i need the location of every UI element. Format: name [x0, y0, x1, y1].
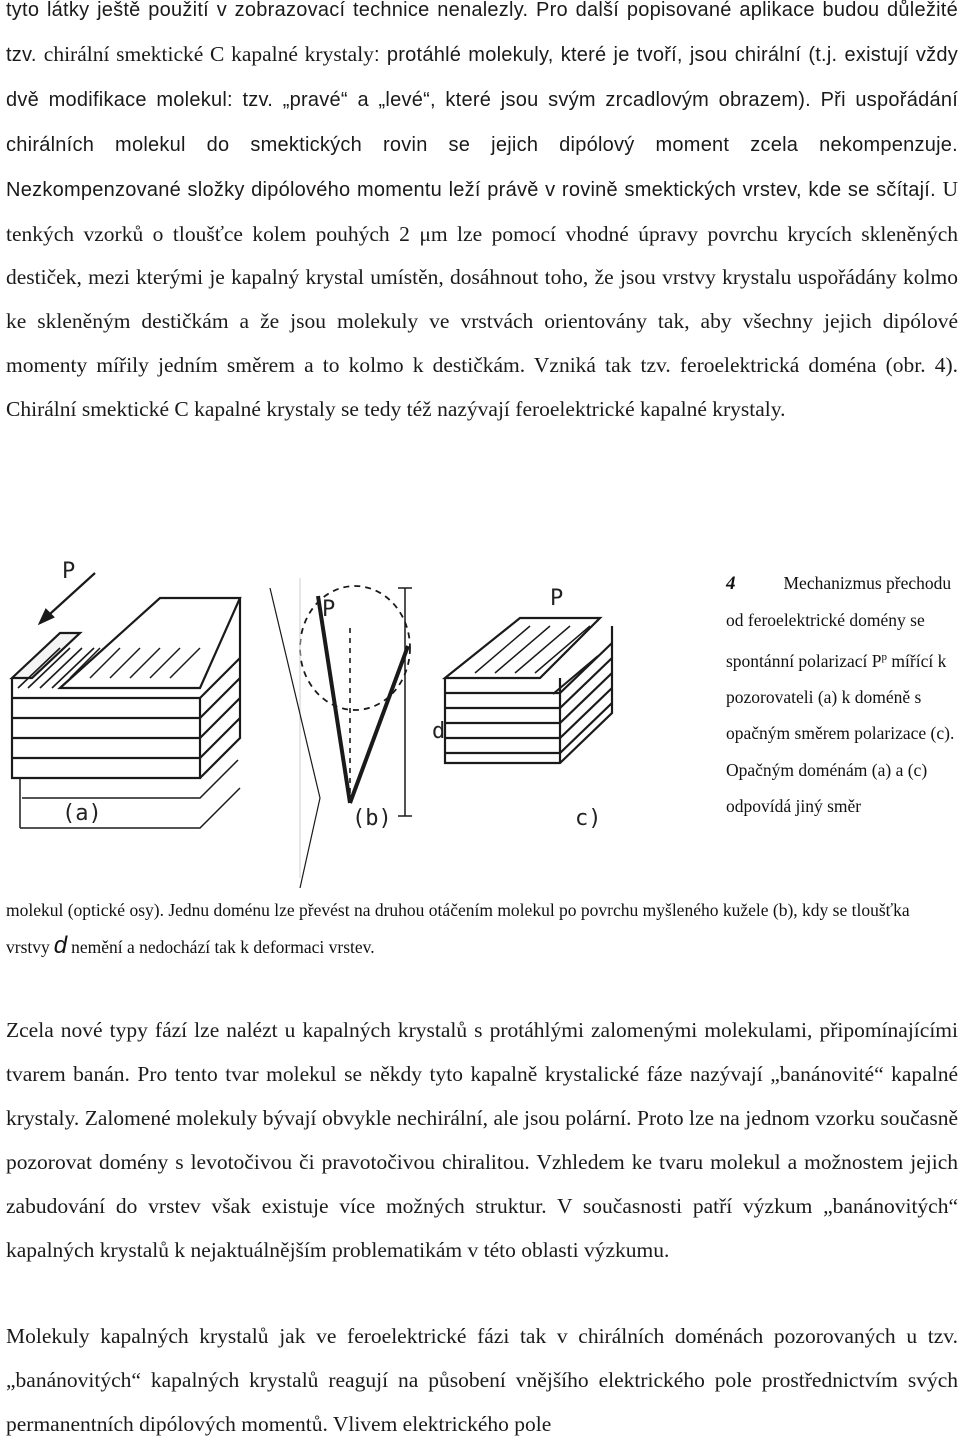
label-p-c: P [550, 586, 564, 611]
paragraph-1-part-f: . [780, 397, 786, 422]
paragraph-3: Molekuly kapalných krystalů jak ve feroelektrické fázi tak v chirálních doménách pozorovaných u tzv. „banánovitých“ kapalných krystalů reagují na působení vnějšího elektrického pole prostřednictvím svých permanentních dipólových momentů. Vlivem elektrického pole [6, 1324, 958, 1436]
panel-c-layers [445, 618, 612, 763]
figure-number: 4 [726, 573, 736, 594]
term-ferroelectric-lc: feroelektrické kapalné krystaly [515, 397, 781, 422]
label-panel-a: (a) [62, 801, 102, 826]
caption-bottom-text-2: nemění a nedochází tak k deformaci vrstev. [71, 937, 375, 957]
caption-right-text-2: mířící k pozorovateli (a) k doméně s opačným směrem polarizace (c). Opačným doménám (a) a (c) odpovídá jiný směr [726, 650, 955, 817]
panel-a-layers [12, 598, 240, 828]
label-panel-c: c) [575, 806, 602, 831]
paragraph-1-part-c: : protáhlé molekuly, které je tvoří, jsou chirální (t.j. existují vždy dvě modifikace molekul: tzv. „pravé“ a „levé“, které jsou svým zrcadlovým obrazem). Při uspořádání chirálních molekul do smektických rovin se jejich dipólový moment zcela nekompenzuje. Nezkompenzované složky dipólového momentu leží právě v rovině smektických vrstev, kde se sčítají. [6, 43, 958, 201]
paragraph-1-part-d: U tenkých vzorků o tloušťce kolem pouhých 2 μm lze pomocí vhodné úpravy povrchu krycích skleněných destiček, mezi kterými je kapalný krystal umístěn, dosáhnout toho, že jsou vrstvy krystalu uspořádány kolmo ke skleněným destičkám a že jsou molekuly ve vrstvách orientovány tak, aby všechny jejich dipólové momenty mířily jedním směrem a to kolmo k destičkám. Vzniká tak tzv. feroelektrická doména (obr. 4). Chirální smektické C kapalné krystaly se tedy též nazývají [6, 176, 958, 422]
paragraph-1-part-a: tyto látky ještě použití v zobrazovací technice nenalezly. Pro další popisované aplikace budou důležité tzv. [6, 0, 958, 66]
caption-sup: p [881, 650, 888, 663]
label-d: d [432, 719, 446, 744]
panel-c-arrow [553, 656, 598, 694]
label-panel-b: (b) [352, 806, 392, 831]
label-p-b: P [322, 597, 336, 622]
caption-bottom-text-1: molekul (optické osy). Jednu doménu lze převést na druhou otáčením molekul po povrchu myšleného kužele (b), kdy se tloušťka vrstvy [6, 900, 910, 957]
figure-caption-bottom [6, 892, 958, 965]
label-p-a: P [62, 559, 76, 584]
caption-right-text: Mechanizmus přechodu od feroelektrické domény se spontánní polarizací P [726, 573, 952, 671]
figure-4-diagram [0, 548, 620, 888]
paragraph-1 [6, 0, 958, 432]
panel-b-cone [270, 578, 412, 888]
term-chiral-smectic-c: chirální smektické C kapalné krystaly [43, 41, 374, 66]
paragraph-2: Zcela nové typy fází lze nalézt u kapalných krystalů s protáhlými zalomenými molekulami, připomínajícími tvarem banán. Pro tento tvar molekul se někdy tyto kapalně krystalické fáze nazývají „banánovité“ kapalné krystaly. Zalomené molekuly bývají obvykle nechirální, ale jsou polární. Proto lze na jednom vzorku současně pozorovat domény s levotočivou či pravotočivou chiralitou. Vzhledem ke tvaru molekul a možnostem jejich zabudování do vrstev však existuje více možných struktur. V současnosti patří výzkum „banánovitých“ kapalných krystalů k nejaktuálnějším problematikám v této oblasti výzkumu. [6, 1018, 958, 1262]
caption-d-variable: d [53, 932, 68, 959]
figure-caption-right [726, 565, 960, 825]
